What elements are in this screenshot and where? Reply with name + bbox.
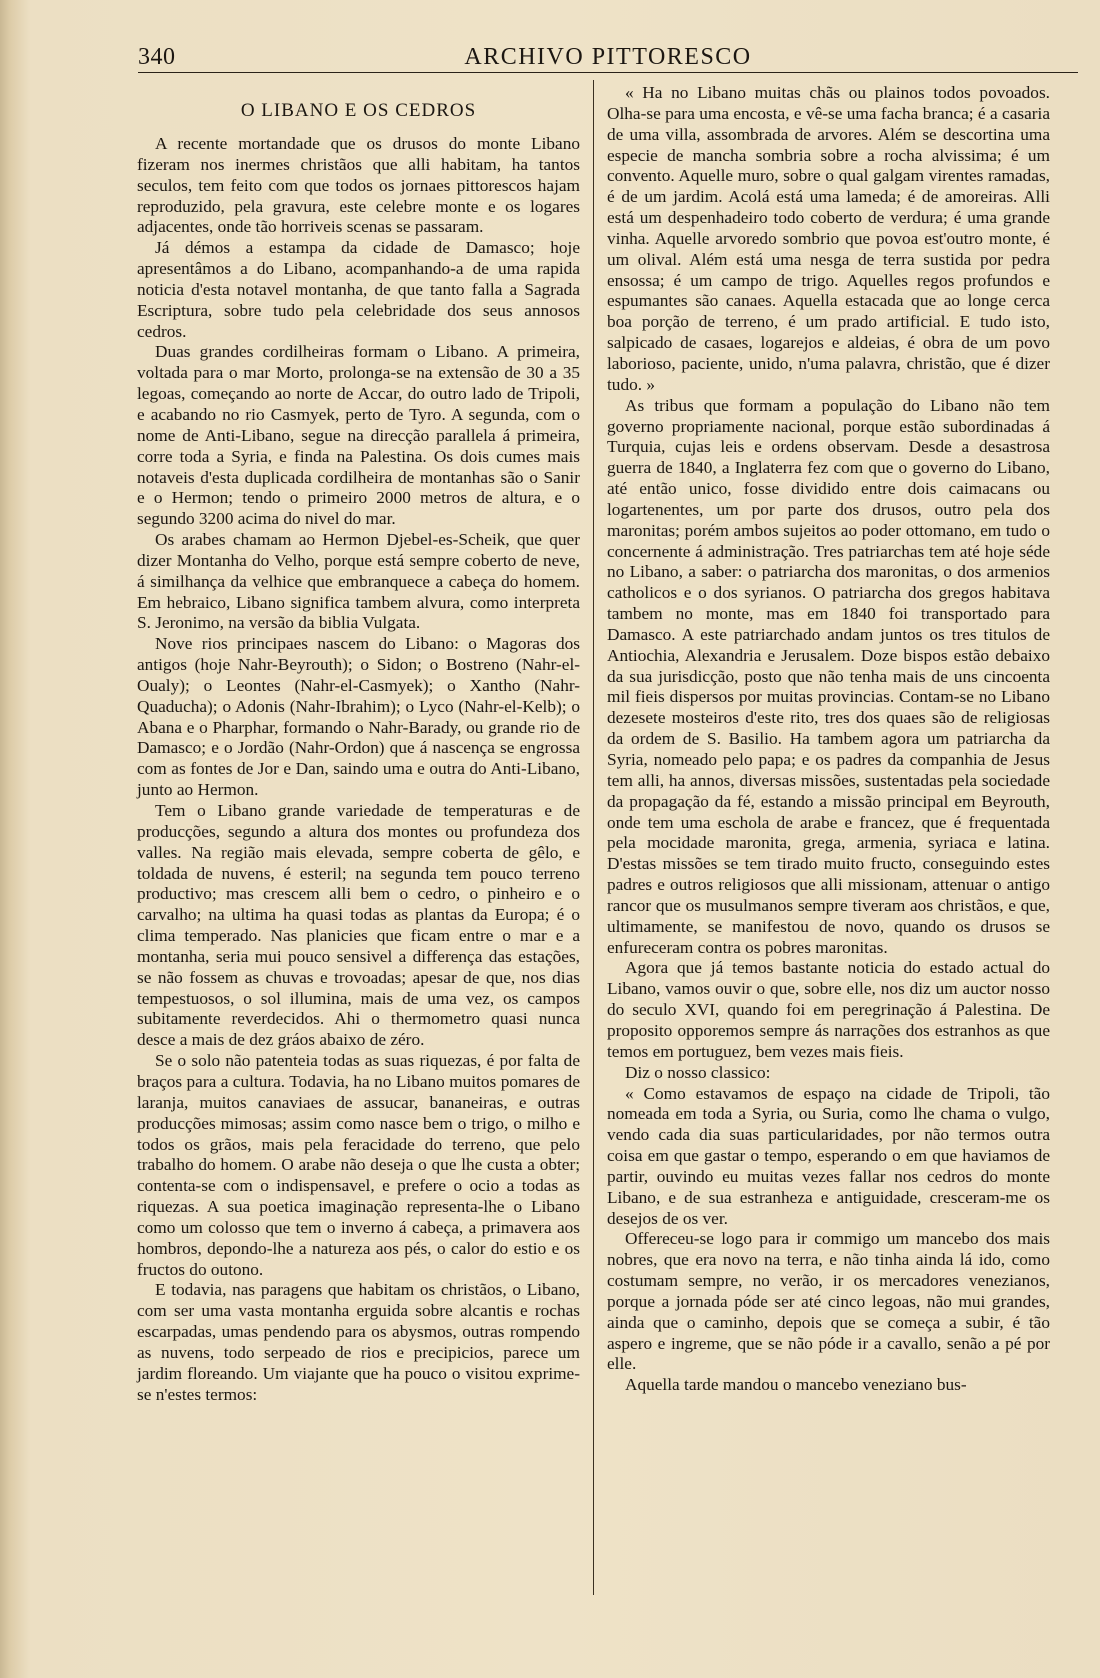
page-header [138, 40, 1078, 74]
paragraph: Tem o Libano grande variedade de temperaturas e de producções, segundo a altura dos montes ou profundeza dos valles. Na região mais elevada, sempre coberta de gêlo, e toldada de nuvens, é esteril; na segunda tem pouco terreno productivo; mas crescem alli bem o cedro, o pinheiro e o carvalho; na ultima ha quasi todas as plantas da Europa; é o clima temperado. Nas planicies que ficam entre o mar e a montanha, seria mui pouco sensivel a differença das estações, se não fossem as chuvas e trovoadas; apesar de que, nos dias tempestuosos, o sol illumina, mais de uma vez, os campos subitamente reverdecidos. Ahi o thermometro quasi nunca desce a mais de dez gráos abaixo de zéro. [137, 801, 580, 1050]
left-column [137, 82, 580, 1405]
paragraph: Já démos a estampa da cidade de Damasco; hoje apresentâmos a do Libano, acompanhando-a de uma rapida noticia d'esta notavel montanha, de que tanto falla a Sagrada Escriptura, sobre tudo pela celebridade dos seus annosos cedros. [137, 238, 580, 341]
paragraph: Nove rios principaes nascem do Libano: o Magoras dos antigos (hoje Nahr-Beyrouth); o Sidon; o Bostreno (Nahr-el-Oualy); o Leontes (Nahr-el-Casmyek); o Xantho (Nahr-Quaducha); o Adonis (Nahr-Ibrahim); o Lyco (Nahr-el-Kelb); o Abana e o Pharphar, formando o Nahr-Barady, ou grande rio de Damasco; e o Jordão (Nahr-Ordon) que á nascença se engrossa com as fontes de Jor e Dan, saindo uma e outra do Anti-Libano, junto ao Hermon. [137, 634, 580, 800]
right-column [607, 83, 1050, 1396]
header-rule [138, 72, 1078, 73]
column-divider [593, 80, 594, 1595]
paragraph: E todavia, nas paragens que habitam os christãos, o Libano, com ser uma vasta montanha erguida sobre alcantis e rochas escarpadas, umas pendendo para os abysmos, outras rompendo as nuvens, todo serpeado de rios e precipicios, parece um jardim floreando. Um viajante que ha pouco o visitou exprime-se n'estes termos: [137, 1280, 580, 1404]
paragraph: A recente mortandade que os drusos do monte Libano fizeram nos inermes christãos que alli habitam, ha tantos seculos, tem feito com que todos os jornaes pittorescos hajam reproduzido, pela gravura, este celebre monte e os logares adjacentes, onde tão horriveis scenas se passaram. [137, 134, 580, 237]
paragraph: Duas grandes cordilheiras formam o Libano. A primeira, voltada para o mar Morto, prolonga-se na extensão de 30 a 35 legoas, começando ao norte de Accar, do outro lado de Tripoli, e acabando no rio Casmyek, perto de Tyro. A segunda, com o nome de Anti-Libano, segue na direcção parallela á primeira, corre toda a Syria, e finda na Palestina. Os dois cumes mais notaveis d'esta duplicada cordilheira de montanhas são o Sanir e o Hermon; tendo o primeiro 2000 metros de altura, e o segundo 3200 acima do nivel do mar. [137, 342, 580, 529]
paragraph: Agora que já temos bastante noticia do estado actual do Libano, vamos ouvir o que, sobre elle, nos diz um auctor nosso do seculo XVI, quando foi em peregrinação á Palestina. De proposito opporemos sempre ás narrações dos estranhos as que temos em portuguez, bem vezes mais fieis. [607, 958, 1050, 1061]
paragraph: « Como estavamos de espaço na cidade de Tripoli, tão nomeada em toda a Syria, ou Suria, como lhe chama o vulgo, vendo cada dia suas particularidades, por não termos outra coisa em que gastar o tempo, esperando o em que haviamos de partir, ouvindo eu muitas vezes fallar nos cedros do monte Libano, e de sua estranheza e antiguidade, cresceram-me os desejos de os ver. [607, 1083, 1050, 1228]
paragraph: Diz o nosso classico: [625, 1062, 771, 1082]
paragraph: As tribus que formam a população do Libano não tem governo propriamente nacional, porque estão subordinadas á Turquia, cujas leis e ordens observam. Desde a desastrosa guerra de 1840, a Inglaterra fez com que o governo do Libano, até então unico, fosse dividido entre dois caimacans ou logartenentes, um por parte dos drusos, outro pela dos maronitas; porém ambos sujeitos ao poder ottomano, em tudo o concernente á administração. Tres patriarchas tem até hoje séde no Libano, a saber: o patriarcha dos maronitas, o dos armenios catholicos e o dos syrianos. O patriarcha dos gregos habitava tambem no monte, mas em 1840 foi transportado para Damasco. A este patriarchado andam juntos os tres titulos de Antiochia, Alexandria e Jerusalem. Doze bispos estão debaixo da sua jurisdicção, posto que não tenha mais de uns cincoenta mil fieis dispersos por muitas provincias. Contam-se no Libano dezesete mosteiros d'este rito, tres dos quaes são de religiosas da ordem de S. Basilio. Ha tambem agora um patriarcha da Syria, nomeado pelo papa; e os padres da companhia de Jesus tem alli, ha annos, diversas missões, sustentadas pela sociedade da propagação da fé, estando a missão principal em Beyrouth, onde tem uma eschola de arabe e francez, que é frequentada pela mocidade maronita, grega, armenia, syriaca e latina. D'estas missões se tem tirado muito fructo, conseguindo estes padres e outros religiosos que alli missionam, attenuar o antigo rancor que os musulmanos sempre tiveram aos christãos, e que, ultimamente, se manifestou de novo, quando os drusos se enfureceram contra os pobres maronitas. [607, 395, 1050, 957]
paragraph: Se o solo não patenteia todas as suas riquezas, é por falta de braços para a cultura. Todavia, ha no Libano muitos pomares de laranja, muitos canaviaes de assucar, bananeiras, e outras producções mimosas; assim como nasce bem o trigo, o milho e todos os grãos, mais pela feracidade do terreno, que pelo trabalho do homem. O arabe não deseja o que lhe custa a obter; contenta-se com o indispensavel, e prefere o ocio a todas as riquezas. A sua poetica imaginação representa-lhe o Libano como um colosso que tem o inverno á cabeça, a primavera aos hombros, depondo-lhe a natureza aos pés, o calor do estio e os fructos do outono. [137, 1051, 580, 1279]
journal-title: ARCHIVO PITTORESCO [464, 44, 752, 70]
page-number: 340 [138, 44, 176, 70]
paragraph: Aquella tarde mandou o mancebo veneziano bus- [625, 1375, 967, 1395]
paragraph: Os arabes chamam ao Hermon Djebel-es-Scheik, que quer dizer Montanha do Velho, porque está sempre coberto de neve, á similhança da velhice que embranquece a cabeça do homem. Em hebraico, Libano significa tambem alvura, como interpreta S. Jeronimo, na versão da biblia Vulgata. [137, 530, 580, 633]
paragraph: Offereceu-se logo para ir commigo um mancebo dos mais nobres, que era novo na terra, e não tinha ainda lá ido, como costumam sempre, no verão, ir os mercadores venezianos, porque a jornada póde ser até cinco legoas, não mui grandes, ainda que o caminho, depois que se começa a subir, é tão aspero e ingreme, que se não póde ir a cavallo, senão a pé por elle. [607, 1229, 1050, 1374]
paragraph: « Ha no Libano muitas chãs ou plainos todos povoados. Olha-se para uma encosta, e vê-se uma facha branca; é a casaria de uma villa, assombrada de arvores. Além se descortina uma especie de mancha sombria sobre a rocha alvissima; é um convento. Aquelle muro, sobre o qual galgam virentes ramadas, é de um jardim. Acolá está uma lameda; é de amoreiras. Alli está um despenhadeiro todo coberto de verdura; é uma grande vinha. Aquelle arvoredo sombrio que povoa est'outro monte, é um olival. Além está uma nesga de terra sustida por pedra ensossa; é um campo de trigo. Aquelles regos profundos e espumantes são canaes. Aquella estacada que ao longe cerca boa porção de terreno, é um prado artificial. E tudo isto, salpicado de casaes, logarejos e aldeias, é obra de um povo laborioso, paciente, unido, n'uma palavra, christão, que é dizer tudo. » [607, 83, 1050, 394]
article-title: O LIBANO E OS CEDROS [240, 100, 477, 121]
